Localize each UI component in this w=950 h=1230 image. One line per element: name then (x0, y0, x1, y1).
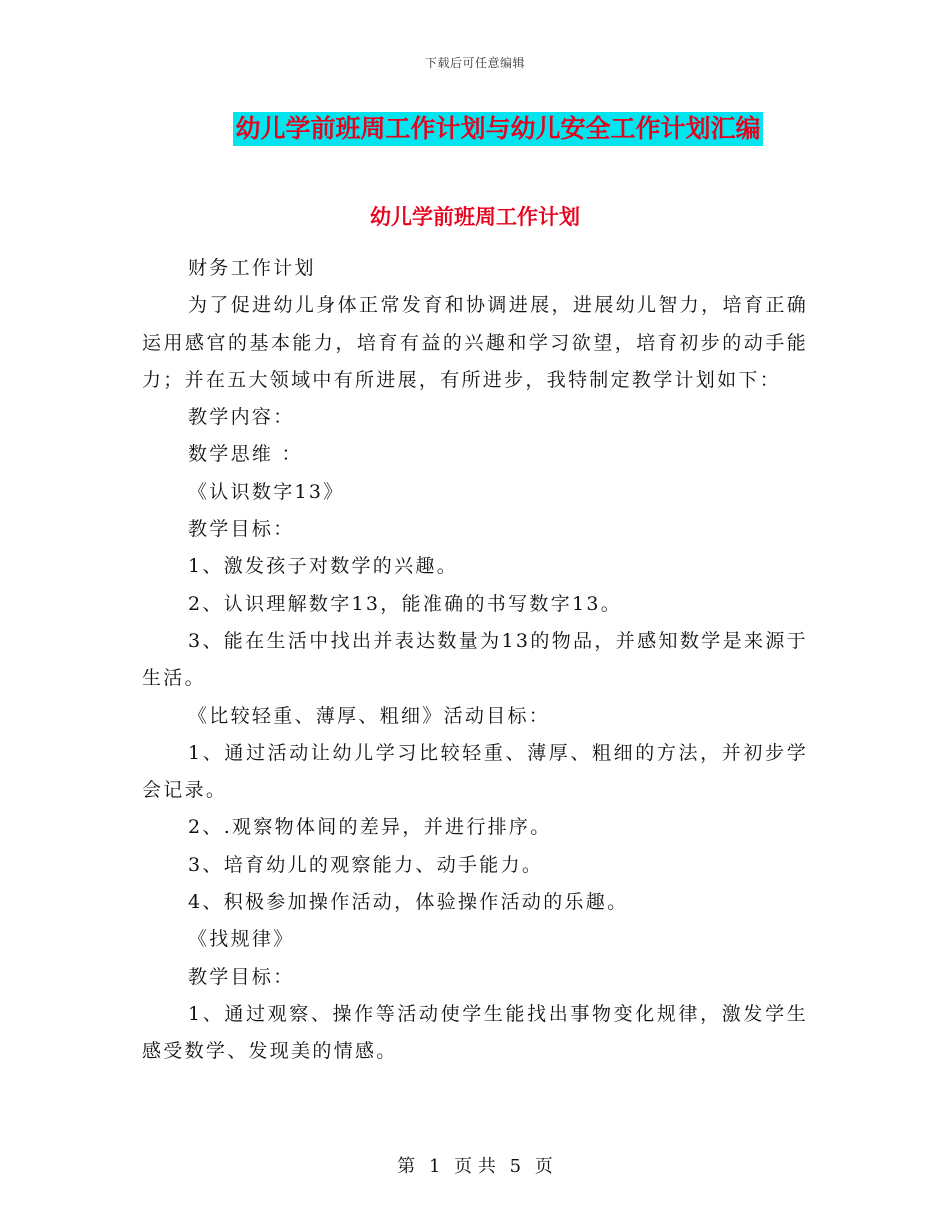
total-pages-number: 5 (509, 1156, 522, 1177)
paragraph: 2、.观察物体间的差异，并进行排序。 (188, 816, 552, 839)
page-label-middle: 页 共 (454, 1156, 496, 1177)
paragraph: 教学目标： (188, 965, 295, 988)
paragraph: 教学目标： (188, 518, 295, 541)
paragraph: 财务工作计划 (188, 257, 316, 279)
paragraph: 数学思维 ： (188, 443, 303, 466)
paragraph: 为了促进幼儿身体正常发育和协调进展，进展幼儿智力，培育正确运用感官的基本能力，培育有益的兴趣和学习欲望，培育初步的动手能力；并在五大领域中有所进展，有所进步，我特制定教学计划如下： (142, 294, 808, 391)
page-label-suffix: 页 (534, 1156, 553, 1177)
paragraph: 3、培育幼儿的观察能力、动手能力。 (188, 853, 544, 876)
paragraph: 4、积极参加操作活动，体验操作活动的乐趣。 (188, 891, 629, 914)
paragraph: 1、通过活动让幼儿学习比较轻重、薄厚、粗细的方法，并初步学会记录。 (142, 741, 808, 802)
main-title-container (0, 112, 950, 146)
current-page-number: 1 (428, 1156, 441, 1177)
page-label-prefix: 第 (397, 1156, 416, 1177)
header-note: 下载后可任意编辑 (424, 56, 525, 70)
main-title: 幼儿学前班周工作计划与幼儿安全工作计划汇编 (233, 112, 762, 146)
paragraph: 教学内容： (188, 406, 295, 429)
paragraph: 《比较轻重、薄厚、粗细》活动目标： (188, 704, 551, 727)
section-title: 幼儿学前班周工作计划 (370, 204, 580, 229)
paragraph: 3、能在生活中找出并表达数量为13的物品，并感知数学是来源于生活。 (142, 629, 808, 690)
document-body (142, 250, 808, 1071)
page-footer (0, 1152, 950, 1178)
paragraph: 1、激发孩子对数学的兴趣。 (188, 555, 458, 578)
paragraph: 《找规律》 (188, 928, 295, 951)
paragraph: 2、认识理解数字13，能准确的书写数字13。 (188, 592, 623, 615)
paragraph: 《认识数字13》 (188, 480, 345, 503)
paragraph: 1、通过观察、操作等活动使学生能找出事物变化规律，激发学生感受数学、发现美的情感。 (142, 1002, 808, 1063)
